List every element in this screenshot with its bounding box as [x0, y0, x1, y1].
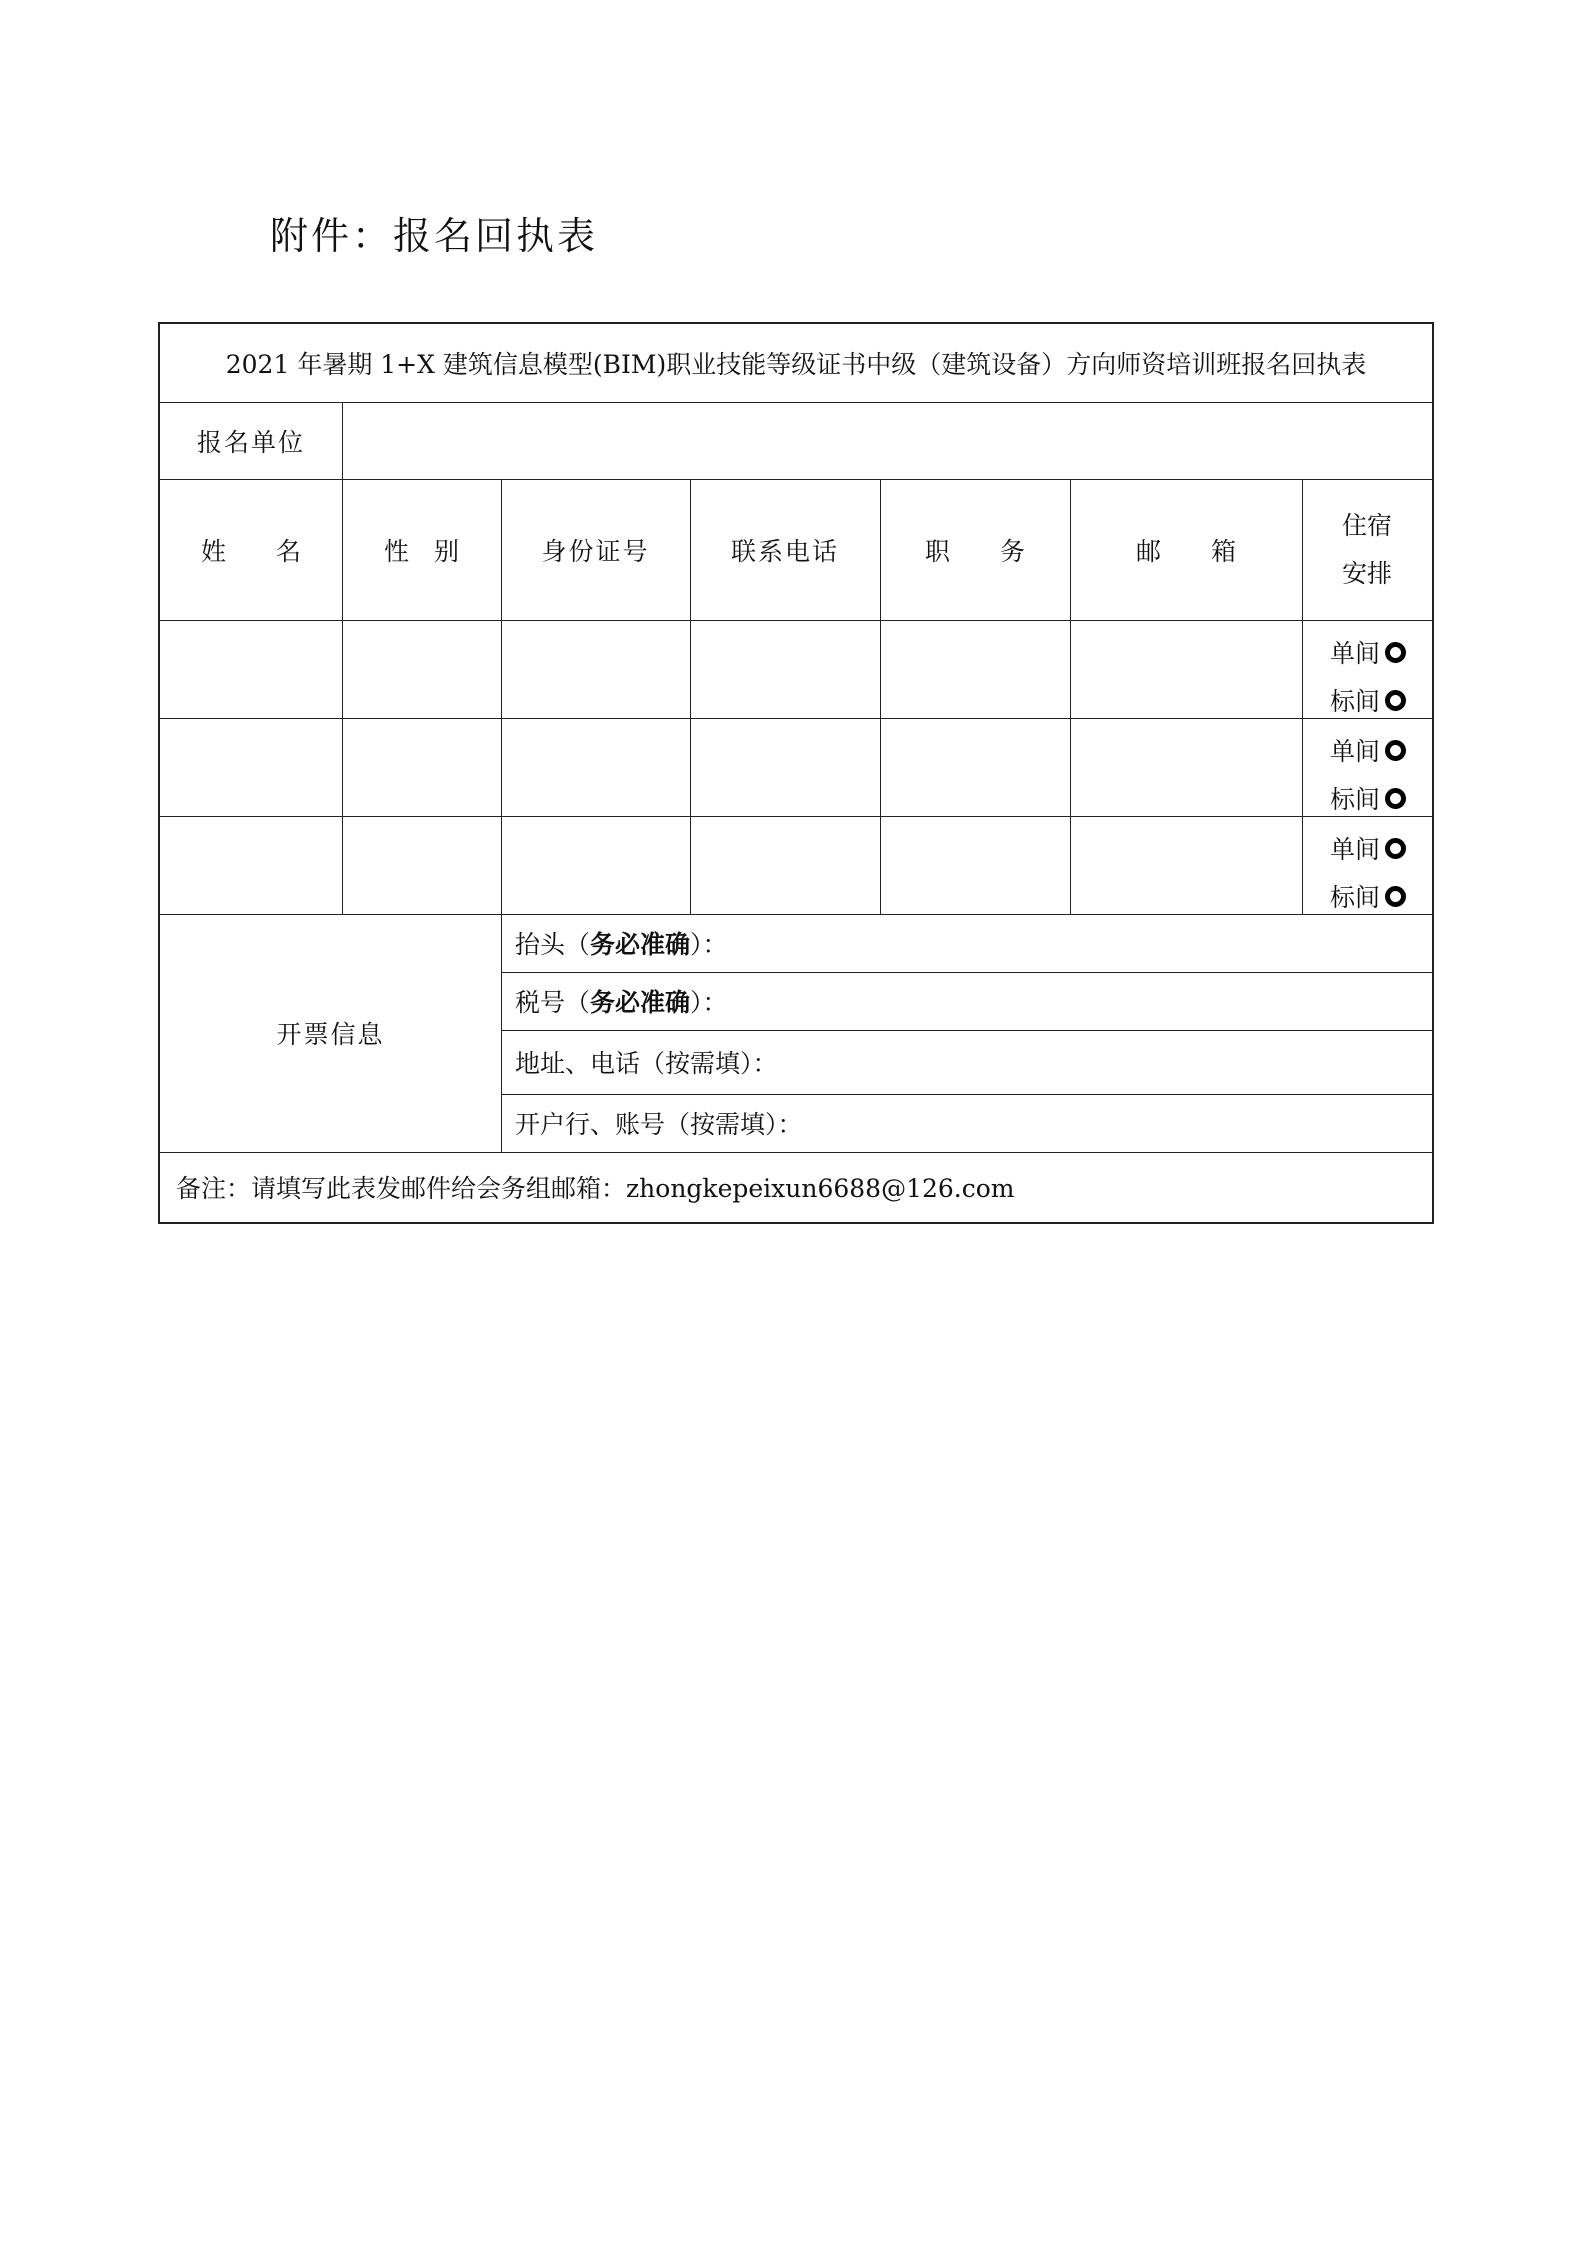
standard-room-label: 标间: [1330, 785, 1381, 814]
row3-name-field[interactable]: [160, 816, 342, 914]
header-email: 邮 箱: [1135, 536, 1236, 566]
invoice-address-field[interactable]: [515, 1030, 778, 1094]
row3-position-field[interactable]: [880, 816, 1070, 914]
row3-gender-field[interactable]: [342, 816, 501, 914]
form-title: 2021 年暑期 1+X 建筑信息模型(BIM)职业技能等级证书中级（建筑设备）方向师资培训班报名回执表: [225, 350, 1367, 379]
header-name: 姓 名: [200, 536, 301, 566]
header-accommodation-line1: 住宿: [1341, 510, 1392, 540]
invoice-title-emphasis: 务必准确: [590, 930, 691, 959]
invoice-bank-field[interactable]: [515, 1094, 803, 1152]
row2-gender-field[interactable]: [342, 718, 501, 816]
header-id-number: 身份证号: [541, 536, 650, 566]
invoice-tax-emphasis: 务必准确: [590, 988, 691, 1017]
invoice-address-label: 地址、电话（按需填）：: [515, 1049, 778, 1078]
row1-single-room-option[interactable]: [1330, 634, 1406, 670]
single-room-label: 单间: [1330, 639, 1381, 668]
invoice-bank-label: 开户行、账号（按需填）：: [515, 1110, 803, 1139]
row2-single-room-option[interactable]: [1330, 732, 1406, 768]
row3-id-field[interactable]: [501, 816, 690, 914]
row1-phone-field[interactable]: [690, 620, 880, 718]
row2-id-field[interactable]: [501, 718, 690, 816]
single-room-label: 单间: [1330, 835, 1381, 864]
row1-gender-field[interactable]: [342, 620, 501, 718]
row3-single-room-option[interactable]: [1330, 830, 1406, 866]
invoice-tax-prefix: 税号（: [515, 988, 591, 1017]
radio-circle-icon[interactable]: [1385, 788, 1406, 809]
standard-room-label: 标间: [1330, 883, 1381, 912]
row2-standard-room-option[interactable]: [1330, 780, 1406, 816]
row1-name-field[interactable]: [160, 620, 342, 718]
row1-email-field[interactable]: [1070, 620, 1302, 718]
row2-email-field[interactable]: [1070, 718, 1302, 816]
row1-standard-room-option[interactable]: [1330, 682, 1406, 718]
row3-standard-room-option[interactable]: [1330, 878, 1406, 914]
header-accommodation: [1302, 479, 1432, 620]
header-position: 职 务: [924, 536, 1025, 566]
header-phone: 联系电话: [730, 536, 839, 566]
header-gender: 性 别: [383, 536, 459, 566]
row2-name-field[interactable]: [160, 718, 342, 816]
invoice-title-prefix: 抬头（: [515, 930, 591, 959]
page-heading: 附件：报名回执表: [270, 214, 599, 258]
radio-circle-icon[interactable]: [1385, 690, 1406, 711]
standard-room-label: 标间: [1330, 687, 1381, 716]
invoice-title-suffix: ）：: [690, 930, 728, 959]
row1-id-field[interactable]: [501, 620, 690, 718]
invoice-tax-field[interactable]: [515, 972, 728, 1030]
row2-phone-field[interactable]: [690, 718, 880, 816]
radio-circle-icon[interactable]: [1385, 886, 1406, 907]
note-text: 备注：请填写此表发邮件给会务组邮箱：zhongkepeixun6688@126.com: [176, 1174, 1015, 1203]
row3-email-field[interactable]: [1070, 816, 1302, 914]
invoice-tax-suffix: ）：: [690, 988, 728, 1017]
radio-circle-icon[interactable]: [1385, 838, 1406, 859]
row1-position-field[interactable]: [880, 620, 1070, 718]
radio-circle-icon[interactable]: [1385, 740, 1406, 761]
unit-label: 报名单位: [196, 427, 305, 457]
single-room-label: 单间: [1330, 737, 1381, 766]
invoice-label: 开票信息: [276, 1020, 385, 1049]
row2-position-field[interactable]: [880, 718, 1070, 816]
invoice-title-field[interactable]: [515, 914, 728, 972]
header-accommodation-line2: 安排: [1341, 558, 1392, 588]
row3-phone-field[interactable]: [690, 816, 880, 914]
registration-form: [158, 322, 1434, 1224]
radio-circle-icon[interactable]: [1385, 642, 1406, 663]
unit-field[interactable]: [342, 402, 1432, 479]
